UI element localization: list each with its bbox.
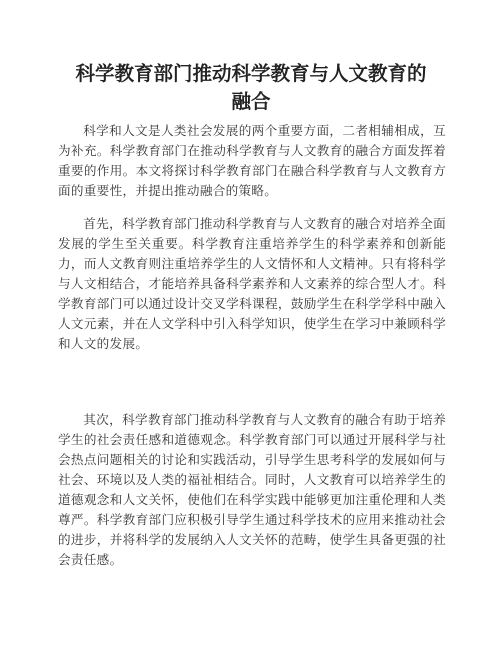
paragraph-intro: 科学和人文是人类社会发展的两个重要方面，二者相辅相成，互为补充。科学教育部门在推动科学教育与人文教育的融合方面发挥着重要的作用。本文将探讨科学教育部门在融合科学教育与人文教育方面的重要性，并提出推动融合的策略。 bbox=[58, 123, 446, 198]
paragraph-second-point: 其次，科学教育部门推动科学教育与人文教育的融合有助于培养学生的社会责任感和道德观念。科学教育部门可以通过开展科学与社会热点问题相关的讨论和实践活动，引导学生思考科学的发展如何与社会、环境以及人类的福祉相结合。同时，人文教育可以培养学生的道德观念和人文关怀，使他们在科学实践中能够更加注重伦理和人类尊严。科学教育部门应积极引导学生通过科学技术的应用来推动社会的进步，并将科学的发展纳入人文关怀的范畴，使学生具备更强的社会责任感。 bbox=[58, 412, 446, 567]
paragraph-first-point: 首先，科学教育部门推动科学教育与人文教育的融合对培养全面发展的学生至关重要。科学教育注重培养学生的科学素养和创新能力，而人文教育则注重培养学生的人文情怀和人文精神。只有将科学与人文相结合，才能培养具备科学素养和人文素养的综合型人才。科学教育部门可以通过设计交叉学科课程，鼓励学生在科学学科中融入人文元素，并在人文学科中引入科学知识，使学生在学习中兼顾科学和人文的发展。 bbox=[58, 216, 446, 351]
document-title: 科学教育部门推动科学教育与人文教育的融合 bbox=[75, 62, 427, 113]
